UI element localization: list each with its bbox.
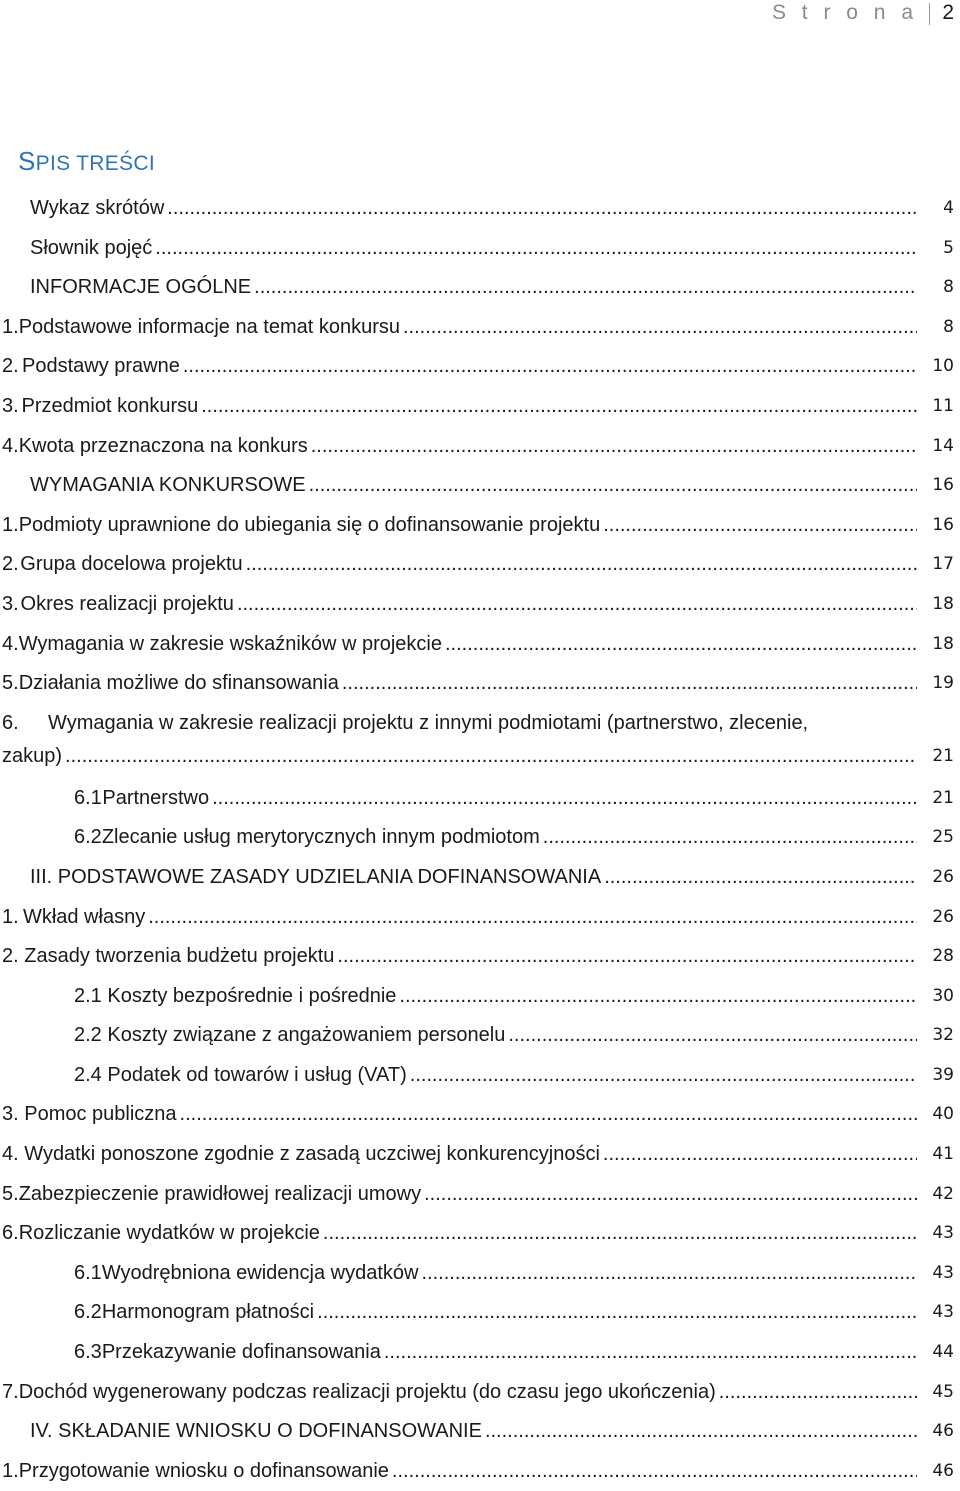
toc-entry-page: 45 bbox=[932, 1381, 954, 1402]
toc-entry-label: Działania możliwe do sfinansowania bbox=[18, 672, 339, 695]
toc-entry[interactable] bbox=[0, 977, 960, 1017]
toc-leader-dots bbox=[201, 387, 917, 427]
toc-entry-number: 1. bbox=[2, 905, 19, 928]
toc-entry-page: 39 bbox=[932, 1064, 954, 1085]
toc-entry-label: Wykaz skrótów bbox=[30, 197, 165, 219]
toc-entry-label: Wyodrębniona ewidencja wydatków bbox=[101, 1261, 419, 1284]
toc-entry[interactable] bbox=[0, 704, 960, 779]
page-header bbox=[0, 0, 960, 26]
toc-entry-label: 2.1 Koszty bezpośrednie i pośrednie bbox=[74, 984, 397, 1007]
toc-leader-dots bbox=[485, 1412, 917, 1452]
toc-entry-number: 2. bbox=[2, 355, 19, 378]
toc-entry-page: 11 bbox=[932, 395, 954, 416]
toc-entry-label: Przedmiot konkursu bbox=[21, 394, 199, 417]
toc-leader-dots bbox=[403, 308, 917, 348]
toc-entry-number: 6.3 bbox=[74, 1341, 102, 1364]
toc-entry-line bbox=[2, 1214, 920, 1254]
toc-entry[interactable] bbox=[0, 898, 960, 938]
toc-entry-label: 2.4 Podatek od towarów i usług (VAT) bbox=[74, 1063, 407, 1086]
toc-leader-dots bbox=[254, 268, 917, 308]
toc-entry-page: 5 bbox=[943, 237, 954, 258]
toc-entry-line bbox=[30, 1412, 920, 1452]
toc-entry-label: 2. Zasady tworzenia budżetu projektu bbox=[2, 945, 335, 968]
page-header-label: S t r o n a bbox=[771, 1, 918, 24]
toc-entry-label: Wkład własny bbox=[22, 905, 146, 928]
toc-entry-page: 8 bbox=[943, 277, 954, 298]
toc-title-initial: S bbox=[18, 146, 36, 176]
toc-leader-dots bbox=[183, 347, 917, 387]
toc-entry[interactable] bbox=[0, 268, 960, 308]
toc-entry-page: 43 bbox=[932, 1302, 954, 1323]
toc-entry-page: 26 bbox=[932, 906, 954, 927]
toc-entry[interactable] bbox=[0, 1333, 960, 1373]
toc-entry-line bbox=[74, 1293, 920, 1333]
toc-entry-page: 41 bbox=[932, 1144, 954, 1165]
toc-entry-label: 3. Pomoc publiczna bbox=[2, 1103, 177, 1126]
toc-entry[interactable] bbox=[0, 1412, 960, 1452]
toc-entry[interactable] bbox=[0, 1016, 960, 1056]
toc-entry-page: 43 bbox=[932, 1262, 954, 1283]
toc-entry-number: 1. bbox=[2, 315, 19, 338]
toc-entry-label: Rozliczanie wydatków w projekcie bbox=[18, 1222, 320, 1245]
toc-leader-dots bbox=[212, 779, 917, 819]
toc-entry-line bbox=[2, 1373, 920, 1413]
toc-entry-number: 3. bbox=[2, 592, 19, 615]
toc-leader-dots bbox=[337, 937, 917, 977]
toc-entry-line bbox=[74, 1254, 920, 1294]
toc-entry-label: 2.2 Koszty związane z angażowaniem personelu bbox=[74, 1024, 506, 1047]
toc-entry-number: 4. bbox=[2, 434, 19, 457]
toc-entry-page: 14 bbox=[932, 435, 954, 456]
toc-entry[interactable] bbox=[0, 347, 960, 387]
toc-entry-line bbox=[30, 189, 920, 229]
toc-entry[interactable] bbox=[0, 937, 960, 977]
toc-entry-number: 6.2 bbox=[74, 826, 102, 849]
toc-entry[interactable] bbox=[0, 1293, 960, 1333]
toc-leader-dots bbox=[317, 1293, 917, 1333]
toc-leader-dots bbox=[323, 1214, 917, 1254]
toc-entry[interactable] bbox=[0, 427, 960, 467]
toc-entry[interactable] bbox=[0, 229, 960, 269]
toc-entry-page: 43 bbox=[932, 1223, 954, 1244]
toc-leader-dots bbox=[246, 545, 917, 585]
toc-entry-label: Zabezpieczenie prawidłowej realizacji umowy bbox=[18, 1182, 422, 1205]
toc-leader-dots bbox=[65, 737, 917, 777]
toc-entry[interactable] bbox=[0, 779, 960, 819]
toc-entry[interactable] bbox=[0, 189, 960, 229]
toc-leader-dots bbox=[603, 506, 917, 546]
toc-leader-dots bbox=[180, 1095, 917, 1135]
toc-entry-label: Słownik pojęć bbox=[30, 236, 153, 259]
toc-entry-label: 4. Wydatki ponoszone zgodnie z zasadą uczciwej konkurencyjności bbox=[2, 1143, 600, 1166]
toc-entry[interactable] bbox=[0, 1095, 960, 1135]
toc-entry-number: 2. bbox=[2, 553, 19, 576]
toc-entry-line bbox=[74, 818, 920, 858]
toc-leader-dots bbox=[445, 625, 917, 665]
toc-leader-dots bbox=[309, 466, 917, 506]
toc-entry[interactable] bbox=[0, 506, 960, 546]
toc-entry[interactable] bbox=[0, 858, 960, 898]
toc-entry-page: 25 bbox=[932, 827, 954, 848]
toc-entry-label: Przekazywanie dofinansowania bbox=[101, 1341, 381, 1364]
toc-leader-dots bbox=[155, 229, 917, 269]
toc-entry-label: Dochód wygenerowany podczas realizacji projektu (do czasu jego ukończenia) bbox=[18, 1380, 716, 1403]
toc-entry-page: 4 bbox=[943, 198, 954, 218]
toc-entry-line bbox=[74, 779, 920, 819]
toc-entry[interactable] bbox=[0, 1214, 960, 1254]
toc-entry[interactable] bbox=[0, 1056, 960, 1096]
toc-entry-page: 46 bbox=[932, 1421, 954, 1442]
toc-entry-page: 18 bbox=[932, 593, 954, 614]
toc-entry-page: 16 bbox=[932, 475, 954, 496]
toc-entry-line bbox=[2, 585, 920, 625]
toc-entry-label: Partnerstwo bbox=[102, 786, 210, 809]
toc-leader-dots bbox=[167, 189, 917, 229]
toc-entry-label: Przygotowanie wniosku o dofinansowanie bbox=[18, 1459, 389, 1482]
toc-entry-page: 32 bbox=[932, 1025, 954, 1046]
toc-entry[interactable] bbox=[0, 1175, 960, 1215]
toc-entry-page: 46 bbox=[932, 1460, 954, 1481]
toc-entry-label: Wymagania w zakresie realizacji projektu z innymi podmiotami (partnerstwo, zlecenie, bbox=[48, 711, 809, 734]
toc-entry-line bbox=[2, 545, 920, 585]
toc-entry-label-continued: zakup) bbox=[2, 744, 63, 767]
toc-entry[interactable] bbox=[0, 1254, 960, 1294]
toc-entry-label: Podstawowe informacje na temat konkursu bbox=[18, 315, 400, 338]
toc-leader-dots bbox=[410, 1056, 917, 1096]
toc-entry-number: 6.1 bbox=[74, 1261, 102, 1284]
toc-entry-line bbox=[2, 347, 920, 387]
toc-leader-dots bbox=[543, 818, 917, 858]
toc-entry-line bbox=[2, 625, 920, 665]
toc-entry-line bbox=[2, 308, 920, 348]
toc-entry-line bbox=[2, 737, 920, 777]
toc-entry[interactable] bbox=[0, 664, 960, 704]
toc-entry-page: 10 bbox=[932, 356, 954, 377]
toc-entry-page: 28 bbox=[932, 946, 954, 967]
toc-entry-line bbox=[2, 898, 920, 938]
toc-entry-page: 8 bbox=[943, 316, 954, 337]
toc-entry-page: 16 bbox=[932, 514, 954, 535]
toc-leader-dots bbox=[384, 1333, 917, 1373]
toc-entry[interactable] bbox=[0, 818, 960, 858]
toc-entry-number: 6.1 bbox=[74, 786, 102, 809]
toc-entry-line bbox=[2, 664, 920, 704]
toc-entry[interactable] bbox=[0, 545, 960, 585]
toc-entry-label: Kwota przeznaczona na konkurs bbox=[18, 434, 308, 457]
toc-entry-label: III. PODSTAWOWE ZASADY UDZIELANIA DOFINANSOWANIA bbox=[30, 865, 602, 888]
toc-entry-number: 4. bbox=[2, 632, 19, 655]
toc-entry-page: 21 bbox=[932, 787, 954, 808]
toc-entry-line bbox=[2, 937, 920, 977]
toc-entry-line bbox=[2, 1095, 920, 1135]
toc-entry[interactable] bbox=[0, 1135, 960, 1175]
toc-entry-line bbox=[2, 1135, 920, 1175]
toc-entry-label: Grupa docelowa projektu bbox=[20, 553, 243, 576]
toc-entry-number: 3. bbox=[2, 394, 19, 417]
toc-entry-label: Zlecanie usług merytorycznych innym podmiotom bbox=[101, 826, 540, 849]
toc-entry-page: 17 bbox=[932, 554, 954, 575]
toc-title bbox=[18, 146, 155, 177]
toc-entry[interactable] bbox=[0, 466, 960, 506]
toc-entry-line bbox=[30, 229, 920, 269]
toc-entry-line bbox=[2, 387, 920, 427]
toc-entry-line bbox=[30, 466, 920, 506]
toc-entry-page: 40 bbox=[932, 1104, 954, 1125]
toc-entry-number: 6. bbox=[2, 711, 19, 734]
toc-leader-dots bbox=[311, 427, 917, 467]
toc-leader-dots bbox=[392, 1452, 917, 1491]
toc-entry[interactable] bbox=[0, 308, 960, 348]
toc-entry-number: 6.2 bbox=[74, 1301, 102, 1324]
toc-entry-label: IV. SKŁADANIE WNIOSKU O DOFINANSOWANIE bbox=[30, 1420, 482, 1443]
toc-entry-label: Podstawy prawne bbox=[21, 355, 180, 378]
toc-entry[interactable] bbox=[0, 387, 960, 427]
toc-leader-dots bbox=[421, 1254, 917, 1294]
toc-entry-number: 1. bbox=[2, 513, 19, 536]
toc-entry-line bbox=[2, 427, 920, 467]
toc-entry-line bbox=[2, 506, 920, 546]
toc-leader-dots bbox=[719, 1373, 917, 1413]
toc-leader-dots bbox=[342, 664, 917, 704]
toc-leader-dots bbox=[603, 1135, 917, 1175]
toc-entry-line bbox=[74, 1333, 920, 1373]
toc-entry-line bbox=[74, 977, 920, 1017]
toc-entry-line bbox=[74, 1016, 920, 1056]
toc-leader-dots bbox=[148, 898, 917, 938]
toc-entry-page: 44 bbox=[932, 1342, 954, 1363]
toc-entry[interactable] bbox=[0, 585, 960, 625]
toc-entry-label: Podmioty uprawnione do ubiegania się o dofinansowanie projektu bbox=[18, 513, 601, 536]
toc-entry-page: 19 bbox=[932, 673, 954, 694]
page-header-separator bbox=[929, 3, 930, 25]
toc-leader-dots bbox=[508, 1016, 917, 1056]
toc-entry[interactable] bbox=[0, 625, 960, 665]
toc-title-rest: PIS TREŚCI bbox=[35, 152, 155, 175]
toc-leader-dots bbox=[237, 585, 917, 625]
toc-entry-line bbox=[30, 858, 920, 898]
toc-entry-number: 5. bbox=[2, 672, 19, 695]
toc-entry-number: 1. bbox=[2, 1459, 19, 1482]
toc-entry-page: 18 bbox=[932, 633, 954, 654]
toc-entry-label: Okres realizacji projektu bbox=[20, 592, 234, 615]
toc-entry[interactable] bbox=[0, 1452, 960, 1491]
toc-entry[interactable] bbox=[0, 1373, 960, 1413]
toc-entry-line bbox=[30, 268, 920, 308]
toc-entry-page: 42 bbox=[932, 1183, 954, 1204]
page-header-number: 2 bbox=[942, 1, 954, 24]
toc-entry-label: Harmonogram płatności bbox=[101, 1301, 315, 1324]
toc-entry-page: 21 bbox=[932, 745, 954, 766]
toc-leader-dots bbox=[424, 1175, 917, 1215]
toc-leader-dots bbox=[604, 858, 917, 898]
toc-entry-page: 26 bbox=[932, 866, 954, 887]
toc-entry-number: 5. bbox=[2, 1182, 19, 1205]
toc-list bbox=[0, 189, 960, 1491]
toc-entry-label: Wymagania w zakresie wskaźników w projekcie bbox=[18, 632, 442, 655]
toc-entry-number: 6. bbox=[2, 1222, 19, 1245]
toc-entry-line bbox=[74, 1056, 920, 1096]
toc-leader-dots bbox=[399, 977, 917, 1017]
toc-entry-line bbox=[2, 1175, 920, 1215]
toc-entry-line bbox=[2, 1452, 920, 1491]
toc-entry-label: WYMAGANIA KONKURSOWE bbox=[30, 474, 306, 497]
toc-entry-page: 30 bbox=[932, 985, 954, 1006]
toc-entry-label: INFORMACJE OGÓLNE bbox=[30, 276, 252, 299]
toc-entry-number: 7. bbox=[2, 1380, 19, 1403]
